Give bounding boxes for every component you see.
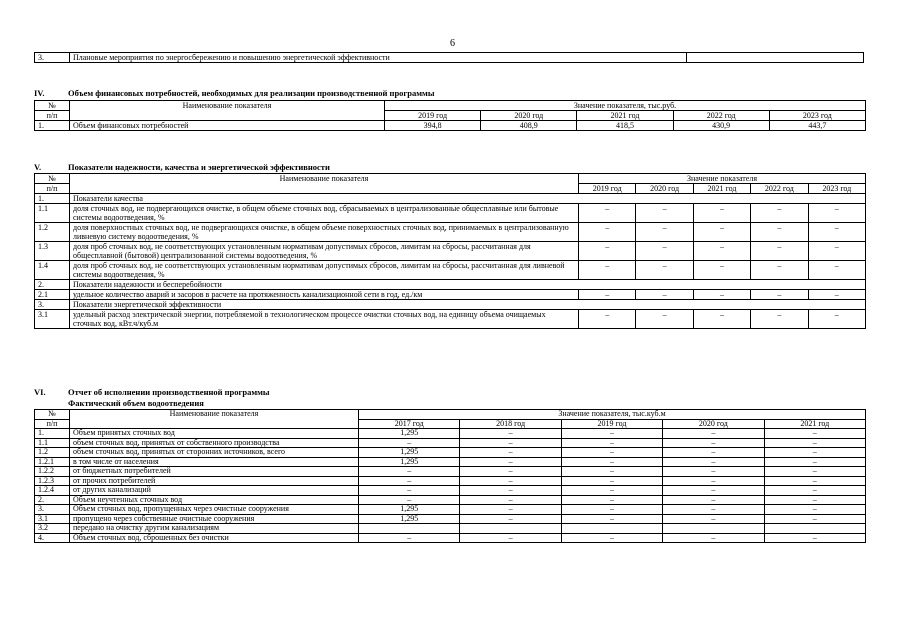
value-cell: – [579, 204, 636, 223]
hdr-num: № [35, 174, 70, 184]
value-cell: – [764, 448, 865, 458]
table-row [35, 290, 866, 300]
value-cell: – [693, 242, 750, 261]
value-cell: 418,5 [577, 121, 673, 131]
row-label: пропущено через собственные очистные сооружения [70, 514, 359, 524]
value-cell [359, 524, 460, 534]
page-number: 6 [450, 38, 455, 49]
row-label: удельный расход электрической энергии, потребляемой в технологическом процессе очистки сточных вод, на единицу объема очищаемых сточных вод, кВт.ч/куб.м [70, 310, 579, 329]
row-label: от других канализаций [70, 486, 359, 496]
value-cell: – [636, 310, 693, 329]
row-label: Объем финансовых потребностей [70, 121, 385, 131]
value-cell: – [751, 242, 808, 261]
value-cell: – [693, 290, 750, 300]
value-cell: – [663, 533, 764, 543]
value-cell: – [663, 486, 764, 496]
row-label: доля сточных вод, не подвергающихся очистке, в общем объеме сточных вод, сбрасываемых в централизованные общесплавные или бытовые системы водоотведения, % [70, 204, 579, 223]
table-row [35, 429, 866, 439]
row-label: доля проб сточных вод, не соответствующих установленным нормативам допустимых сбросов, лимитам на сбросы, рассчитанная для общесплавной (бытовой) централизованной системы водоотведения, % [70, 242, 579, 261]
table-row [35, 505, 866, 515]
value-cell: – [764, 457, 865, 467]
row-number: 1.1 [35, 204, 70, 223]
table-row [35, 533, 866, 543]
hdr-year: 2022 год [751, 184, 808, 194]
row-number: 3.1 [35, 310, 70, 329]
value-cell: – [460, 505, 561, 515]
table-row [35, 476, 866, 486]
header-row [35, 101, 866, 111]
hdr-name: Наименование показателя [70, 174, 579, 194]
empty-cell [687, 53, 864, 63]
value-cell: – [663, 495, 764, 505]
section-number: IV. [34, 88, 45, 98]
table-energy-measures [34, 52, 864, 63]
value-cell: – [460, 533, 561, 543]
value-cell: – [636, 261, 693, 280]
value-cell: – [808, 223, 865, 242]
value-cell: – [808, 242, 865, 261]
row-number: 1. [35, 121, 70, 131]
value-cell: – [808, 310, 865, 329]
table-row [35, 486, 866, 496]
row-label: в том числе от населения [70, 457, 359, 467]
value-cell: – [764, 476, 865, 486]
section-title: Объем финансовых потребностей, необходимых для реализации производственной программы [68, 88, 435, 98]
section-4-heading [34, 88, 434, 98]
value-cell: – [561, 467, 662, 477]
value-cell: – [636, 242, 693, 261]
value-cell: – [561, 429, 662, 439]
value-cell: 1,295 [359, 505, 460, 515]
value-cell: – [579, 261, 636, 280]
value-cell: – [751, 223, 808, 242]
row-label: доля поверхностных сточных вод, не подвергающихся очистке, в общем объеме поверхностных сточных вод, принимаемых в централизованную ливневую систему водоотведения, % [70, 223, 579, 242]
table-row [35, 121, 866, 131]
row-number: 2. [35, 280, 70, 290]
hdr-num-2: п/п [35, 419, 70, 429]
value-cell: – [359, 533, 460, 543]
row-label: передано на очистку другим канализациям [70, 524, 359, 534]
value-cell: – [751, 261, 808, 280]
hdr-year: 2021 год [577, 111, 673, 121]
value-cell: – [579, 310, 636, 329]
value-cell: – [561, 486, 662, 496]
table-row [35, 280, 866, 290]
hdr-year: 2021 год [764, 419, 865, 429]
hdr-year: 2019 год [561, 419, 662, 429]
table-row [35, 448, 866, 458]
hdr-year: 2021 год [693, 184, 750, 194]
value-cell: 1,295 [359, 429, 460, 439]
row-number: 1. [35, 429, 70, 439]
value-cell: – [663, 457, 764, 467]
value-cell: – [764, 438, 865, 448]
value-cell: – [636, 204, 693, 223]
hdr-year: 2017 год [359, 419, 460, 429]
row-label: Показатели надежности и бесперебойности [70, 280, 866, 290]
value-cell: – [579, 290, 636, 300]
value-cell [460, 524, 561, 534]
row-number: 1.2.2 [35, 467, 70, 477]
row-number: 1.3 [35, 242, 70, 261]
value-cell: – [663, 429, 764, 439]
value-cell: – [359, 486, 460, 496]
value-cell: – [764, 495, 865, 505]
value-cell: – [561, 457, 662, 467]
value-cell: – [808, 204, 865, 223]
row-number: 1.2.1 [35, 457, 70, 467]
value-cell: – [561, 505, 662, 515]
table-row [35, 467, 866, 477]
value-cell: 443,7 [769, 121, 865, 131]
row-label: Объем неучтенных сточных вод [70, 495, 359, 505]
row-label: от прочих потребителей [70, 476, 359, 486]
value-cell: – [460, 457, 561, 467]
value-cell: – [764, 467, 865, 477]
row-label: от бюджетных потребителей [70, 467, 359, 477]
hdr-name: Наименование показателя [70, 101, 385, 121]
section-6-heading [34, 387, 270, 397]
value-cell: – [808, 261, 865, 280]
value-cell: – [764, 486, 865, 496]
value-cell: – [751, 310, 808, 329]
header-row [35, 410, 866, 420]
hdr-year: 2020 год [481, 111, 577, 121]
section-5-heading [34, 162, 330, 172]
value-cell: 1,295 [359, 457, 460, 467]
table-financial-needs [34, 100, 866, 131]
hdr-year: 2019 год [385, 111, 481, 121]
value-cell: – [764, 505, 865, 515]
row-label: Объем сточных вод, пропущенных через очистные сооружения [70, 505, 359, 515]
value-cell: – [561, 514, 662, 524]
hdr-num-2: п/п [35, 184, 70, 194]
row-number: 3. [35, 53, 70, 63]
value-cell: 1,295 [359, 514, 460, 524]
table-row [35, 204, 866, 223]
value-cell: – [663, 514, 764, 524]
value-cell: 1,295 [359, 448, 460, 458]
hdr-year: 2020 год [663, 419, 764, 429]
value-cell: – [663, 438, 764, 448]
value-cell: – [764, 429, 865, 439]
value-cell: – [460, 476, 561, 486]
value-cell: – [751, 204, 808, 223]
hdr-value: Значение показателя [579, 174, 866, 184]
value-cell: – [460, 467, 561, 477]
value-cell: 408,9 [481, 121, 577, 131]
row-label: Показатели энергетической эффективности [70, 300, 866, 310]
table-row [35, 242, 866, 261]
value-cell: – [693, 261, 750, 280]
value-cell: – [561, 476, 662, 486]
value-cell: – [764, 533, 865, 543]
table-wastewater-volume [34, 409, 866, 543]
value-cell: – [561, 533, 662, 543]
hdr-year: 2020 год [636, 184, 693, 194]
row-label: Показатели качества [70, 194, 866, 204]
row-label: Объем принятых сточных вод [70, 429, 359, 439]
hdr-value: Значение показателя, тыс.куб.м [359, 410, 866, 420]
hdr-value: Значение показателя, тыс.руб. [385, 101, 866, 111]
hdr-year: 2023 год [808, 184, 865, 194]
value-cell: – [808, 290, 865, 300]
value-cell: – [460, 429, 561, 439]
row-label: объем сточных вод, принятых от сторонних источников, всего [70, 448, 359, 458]
value-cell: – [693, 310, 750, 329]
row-label: Объем сточных вод, сброшенных без очистки [70, 533, 359, 543]
section-title: Отчет об исполнении производственной программы [68, 387, 270, 397]
value-cell: – [579, 242, 636, 261]
value-cell: – [460, 514, 561, 524]
hdr-num-2: п/п [35, 111, 70, 121]
value-cell: – [663, 448, 764, 458]
value-cell: – [693, 223, 750, 242]
hdr-year: 2023 год [769, 111, 865, 121]
table-row [35, 310, 866, 329]
hdr-year: 2022 год [673, 111, 769, 121]
row-number: 3. [35, 300, 70, 310]
row-number: 2.1 [35, 290, 70, 300]
section-6-subtitle: Фактический объем водоотведения [68, 398, 204, 408]
row-number: 3.2 [35, 524, 70, 534]
table-row [35, 223, 866, 242]
value-cell: – [359, 467, 460, 477]
row-label: доля проб сточных вод, не соответствующих установленным нормативам допустимых сбросов, лимитам на сбросы, рассчитанная для ливневой системы водоотведения, % [70, 261, 579, 280]
table-row [35, 300, 866, 310]
value-cell: – [460, 438, 561, 448]
value-cell: – [693, 204, 750, 223]
value-cell: – [561, 448, 662, 458]
value-cell: – [460, 495, 561, 505]
value-cell: – [561, 495, 662, 505]
row-number: 1.2 [35, 223, 70, 242]
value-cell: – [460, 486, 561, 496]
table-row [35, 524, 866, 534]
row-number: 2. [35, 495, 70, 505]
row-number: 1. [35, 194, 70, 204]
row-number: 1.2.4 [35, 486, 70, 496]
section-number: V. [34, 162, 42, 172]
value-cell: – [359, 495, 460, 505]
value-cell: – [751, 290, 808, 300]
hdr-num: № [35, 410, 70, 420]
value-cell: – [359, 476, 460, 486]
row-number: 1.1 [35, 438, 70, 448]
value-cell: – [460, 448, 561, 458]
table-row [35, 194, 866, 204]
row-number: 1.4 [35, 261, 70, 280]
hdr-name: Наименование показателя [70, 410, 359, 429]
row-number: 4. [35, 533, 70, 543]
section-number: VI. [34, 387, 46, 397]
value-cell: – [359, 438, 460, 448]
table-row [35, 261, 866, 280]
value-cell: – [636, 223, 693, 242]
value-cell: – [579, 223, 636, 242]
row-number: 1.2 [35, 448, 70, 458]
table-reliability-indicators [34, 173, 866, 329]
hdr-year: 2019 год [579, 184, 636, 194]
value-cell [561, 524, 662, 534]
value-cell: – [764, 514, 865, 524]
value-cell: – [663, 467, 764, 477]
hdr-num: № [35, 101, 70, 111]
value-cell [764, 524, 865, 534]
header-row [35, 174, 866, 184]
row-number: 1.2.3 [35, 476, 70, 486]
value-cell: 430,9 [673, 121, 769, 131]
value-cell: – [663, 476, 764, 486]
value-cell: – [561, 438, 662, 448]
value-cell: – [636, 290, 693, 300]
row-label: объем сточных вод, принятых от собственного производства [70, 438, 359, 448]
value-cell [663, 524, 764, 534]
section-title: Показатели надежности, качества и энергетической эффективности [68, 162, 330, 172]
row-label: Плановые мероприятия по энергосбережению и повышению энергетической эффективности [69, 53, 687, 63]
value-cell: 394,8 [385, 121, 481, 131]
hdr-year: 2018 год [460, 419, 561, 429]
row-number: 3.1 [35, 514, 70, 524]
table-row [35, 53, 864, 63]
row-number: 3. [35, 505, 70, 515]
value-cell: – [663, 505, 764, 515]
row-label: удельное количество аварий и засоров в расчете на протяженность канализационной сети в год, ед./км [70, 290, 579, 300]
